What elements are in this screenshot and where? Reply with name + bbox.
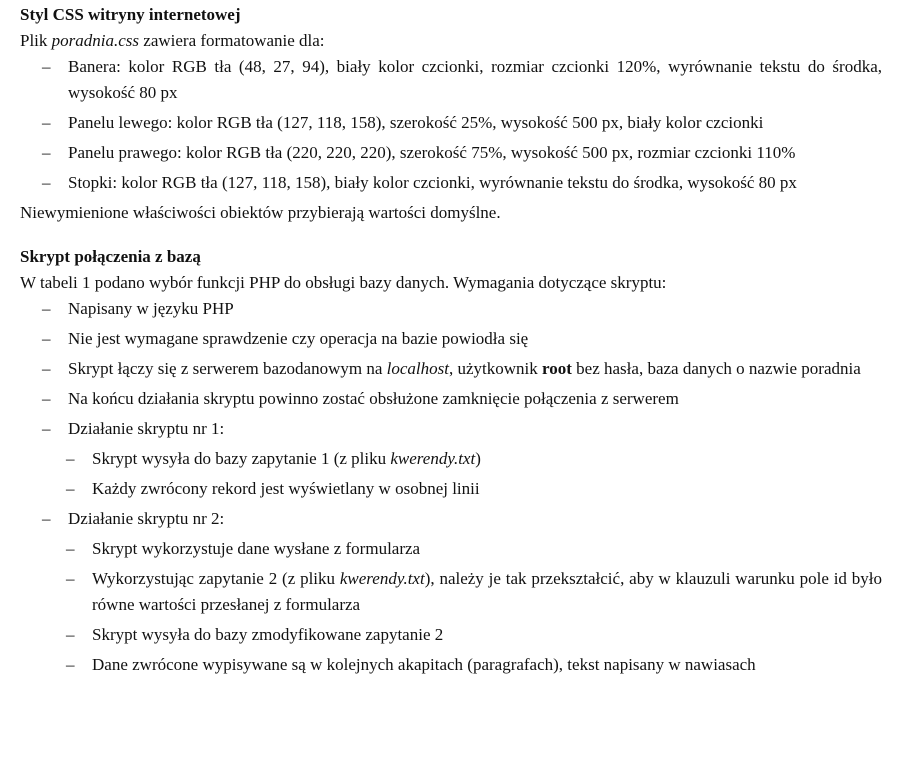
- script2-sublist: [20, 536, 882, 678]
- script1-sub1-suffix: ): [475, 449, 481, 468]
- css-item-footer: – Stopki: kolor RGB tła (127, 118, 158), biały kolor czcionki, wyrównanie tekstu do środka, wysokość 80 px: [20, 170, 882, 196]
- css-section-intro: [20, 28, 882, 54]
- script2-sub-output: – Dane zwrócone wypisywane są w kolejnych akapitach (paragrafach), tekst napisany w nawiasach: [20, 652, 882, 678]
- script2-sub2-prefix: Wykorzystując zapytanie 2 (z pliku: [92, 569, 340, 588]
- connect-part1: Skrypt łączy się z serwerem bazodanowym na: [68, 359, 387, 378]
- db-item-php: – Napisany w języku PHP: [20, 296, 882, 322]
- script2-sub-send: – Skrypt wysyła do bazy zmodyfikowane zapytanie 2: [20, 622, 882, 648]
- db-item-script2: [20, 506, 882, 532]
- css-section-heading: Styl CSS witryny internetowej: [20, 5, 241, 24]
- css-requirements-list: [20, 54, 882, 196]
- css-item-banner: – Banera: kolor RGB tła (48, 27, 94), biały kolor czcionki, rozmiar czcionki 120%, wyrównanie tekstu do środka, wysokość 80 px: [20, 54, 882, 106]
- script1-sub1-prefix: Skrypt wysyła do bazy zapytanie 1 (z pliku: [92, 449, 391, 468]
- db-requirements-list: [20, 296, 882, 442]
- script2-sub-query: [20, 566, 882, 618]
- connect-part3: bez hasła, baza danych o nazwie poradnia: [571, 359, 861, 378]
- css-section: [20, 0, 882, 226]
- db-item-close: – Na końcu działania skryptu powinno zostać obsłużone zamknięcie połączenia z serwerem: [20, 386, 882, 412]
- script1-label: Działanie skryptu nr 1:: [68, 419, 225, 438]
- db-item-check: – Nie jest wymagane sprawdzenie czy operacja na bazie powiodła się: [20, 326, 882, 352]
- db-item-script1: [20, 416, 882, 442]
- script1-sub1-file: kwerendy.txt: [390, 449, 476, 468]
- css-file-name: poradnia.css: [51, 31, 140, 50]
- css-item-left-panel: – Panelu lewego: kolor RGB tła (127, 118, 158), szerokość 25%, wysokość 500 px, biały kolor czcionki: [20, 110, 882, 136]
- css-intro-prefix: Plik: [20, 31, 52, 50]
- connect-host: localhost: [386, 359, 449, 378]
- css-section-note: Niewymienione właściwości obiektów przybierają wartości domyślne.: [20, 203, 501, 222]
- script1-sub-query: [20, 446, 882, 472]
- script1-sublist: [20, 446, 882, 502]
- connect-part2: , użytkownik: [448, 359, 543, 378]
- script2-sub2-file: kwerendy.txt: [339, 569, 425, 588]
- css-item-right-panel: – Panelu prawego: kolor RGB tła (220, 220, 220), szerokość 75%, wysokość 500 px, rozmiar czcionki 110%: [20, 140, 882, 166]
- script2-sub-form: – Skrypt wykorzystuje dane wysłane z formularza: [20, 536, 882, 562]
- db-item-connect: [20, 356, 882, 382]
- script2-sub2-suffix: ), należy je tak przekształcić, aby w klauzuli warunku pole id było równe wartości przesłanej z formularza: [92, 569, 882, 614]
- script2-label: Działanie skryptu nr 2:: [68, 509, 225, 528]
- db-section: [20, 244, 882, 678]
- db-section-heading: Skrypt połączenia z bazą: [20, 247, 201, 266]
- connect-user: root: [542, 359, 572, 378]
- db-requirements-list-cont: [20, 506, 882, 532]
- script1-sub-records: – Każdy zwrócony rekord jest wyświetlany w osobnej linii: [20, 476, 882, 502]
- css-intro-suffix: zawiera formatowanie dla:: [139, 31, 325, 50]
- db-section-intro: W tabeli 1 podano wybór funkcji PHP do obsługi bazy danych. Wymagania dotyczące skryptu:: [20, 273, 667, 292]
